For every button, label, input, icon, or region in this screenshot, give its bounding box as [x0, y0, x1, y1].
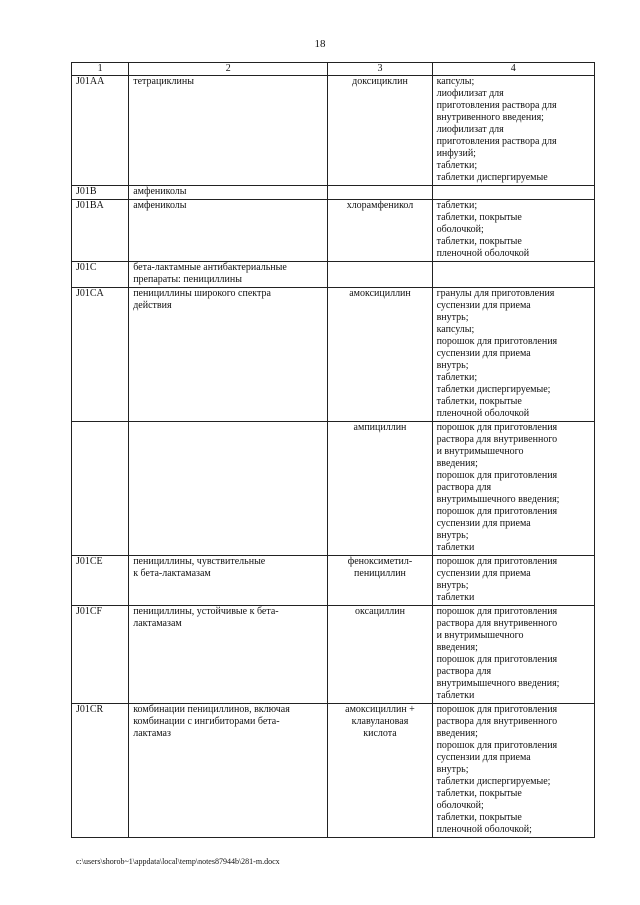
- drug-name-line: феноксиметил-: [347, 556, 413, 567]
- dosage-form-line: и внутримышечного: [436, 446, 524, 457]
- dosage-form-line: порошок для приготовления: [436, 740, 558, 751]
- group-name-line: лактамазам: [133, 618, 182, 629]
- group-name-cell: [129, 186, 328, 200]
- group-name-line: бета-лактамные антибактериальные: [133, 262, 287, 273]
- drug-table: [71, 62, 595, 838]
- drug-name-cell: [328, 556, 432, 606]
- dosage-form-line: раствора для внутривенного: [436, 618, 558, 629]
- atc-code-cell: J01C: [72, 262, 129, 288]
- footer-file-path: c:\users\shorob~1\appdata\local\temp\notes87944b\281-m.docx: [76, 857, 280, 866]
- table-row: [72, 76, 595, 186]
- dosage-form-line: порошок для приготовления: [436, 470, 558, 481]
- dosage-form-line: порошок для приготовления: [436, 422, 558, 433]
- drug-name-line: доксициклин: [352, 76, 408, 87]
- dosage-form-line: внутримышечного введения;: [436, 678, 560, 689]
- table-row: [72, 556, 595, 606]
- header-cell-2: 2: [129, 63, 328, 76]
- header-cell-3: 3: [328, 63, 432, 76]
- drug-name-line: клавулановая: [351, 716, 409, 727]
- dosage-form-line: внутрь;: [436, 312, 469, 323]
- dosage-form-line: порошок для приготовления: [436, 336, 558, 347]
- dosage-form-line: введения;: [436, 642, 478, 653]
- dosage-form-line: внутривенного введения;: [436, 112, 544, 123]
- dosage-form-line: пленочной оболочкой: [436, 248, 530, 259]
- dosage-form-line: введения;: [436, 728, 478, 739]
- header-cell-4: 4: [432, 63, 594, 76]
- dosage-form-line: таблетки, покрытые: [436, 788, 522, 799]
- dosage-forms-cell: [432, 422, 594, 556]
- group-name-line: пенициллины, чувствительные: [133, 556, 266, 567]
- dosage-form-line: таблетки;: [436, 160, 478, 171]
- dosage-form-line: суспензии для приема: [436, 518, 531, 529]
- dosage-form-line: оболочкой;: [436, 224, 484, 235]
- dosage-form-line: таблетки, покрытые: [436, 396, 522, 407]
- dosage-form-line: и внутримышечного: [436, 630, 524, 641]
- group-name-cell: [129, 606, 328, 704]
- drug-name-cell: [328, 422, 432, 556]
- group-name-cell: [129, 262, 328, 288]
- drug-name-cell: [328, 262, 432, 288]
- dosage-form-line: пленочной оболочкой: [436, 408, 530, 419]
- dosage-form-line: суспензии для приема: [436, 300, 531, 311]
- dosage-form-line: введения;: [436, 458, 478, 469]
- dosage-forms-cell: [432, 704, 594, 838]
- atc-code-cell: J01AA: [72, 76, 129, 186]
- dosage-form-line: лиофилизат для: [436, 88, 504, 99]
- group-name-line: препараты: пенициллины: [133, 274, 242, 285]
- drug-name-line: оксациллин: [354, 606, 405, 617]
- dosage-form-line: таблетки, покрытые: [436, 236, 522, 247]
- group-name-line: действия: [133, 300, 172, 311]
- table-row: [72, 262, 595, 288]
- drug-name-line: ампициллин: [353, 422, 407, 433]
- dosage-form-line: раствора для внутривенного: [436, 434, 558, 445]
- dosage-form-line: суспензии для приема: [436, 568, 531, 579]
- group-name-line: лактамаз: [133, 728, 171, 739]
- group-name-line: пенициллины широкого спектра: [133, 288, 271, 299]
- dosage-form-line: раствора для внутривенного: [436, 716, 558, 727]
- drug-name-cell: [328, 186, 432, 200]
- dosage-form-line: порошок для приготовления: [436, 654, 558, 665]
- table-row: [72, 422, 595, 556]
- atc-code-cell: J01CF: [72, 606, 129, 704]
- group-name-line: амфениколы: [133, 186, 187, 197]
- atc-code-cell: J01CA: [72, 288, 129, 422]
- dosage-forms-cell: [432, 200, 594, 262]
- dosage-form-line: инфузий;: [436, 148, 476, 159]
- dosage-form-line: таблетки диспергируемые;: [436, 776, 551, 787]
- dosage-form-line: таблетки: [436, 690, 475, 701]
- dosage-form-line: оболочкой;: [436, 800, 484, 811]
- dosage-form-line: внутрь;: [436, 580, 469, 591]
- dosage-forms-cell: [432, 288, 594, 422]
- dosage-form-line: таблетки;: [436, 200, 478, 211]
- page-number: 18: [314, 38, 326, 50]
- dosage-form-line: пленочной оболочкой;: [436, 824, 532, 835]
- table-row: [72, 288, 595, 422]
- dosage-form-line: таблетки диспергируемые;: [436, 384, 551, 395]
- table-row: [72, 704, 595, 838]
- atc-code-cell: J01CE: [72, 556, 129, 606]
- drug-name-line: хлорамфеникол: [346, 200, 414, 211]
- dosage-form-line: таблетки;: [436, 372, 478, 383]
- table-row: [72, 200, 595, 262]
- dosage-form-line: порошок для приготовления: [436, 556, 558, 567]
- dosage-form-line: внутрь;: [436, 530, 469, 541]
- atc-code-cell: J01BA: [72, 200, 129, 262]
- drug-name-line: амоксициллин +: [345, 704, 415, 715]
- dosage-form-line: таблетки, покрытые: [436, 212, 522, 223]
- table-header-row: [72, 63, 595, 76]
- dosage-form-line: капсулы;: [436, 76, 475, 87]
- atc-code-cell: J01CR: [72, 704, 129, 838]
- dosage-form-line: внутрь;: [436, 360, 469, 371]
- group-name-line: амфениколы: [133, 200, 187, 211]
- group-name-line: комбинации с ингибиторами бета-: [133, 716, 280, 727]
- dosage-form-line: приготовления раствора для: [436, 136, 557, 147]
- dosage-form-line: приготовления раствора для: [436, 100, 557, 111]
- group-name-line: к бета-лактамазам: [133, 568, 211, 579]
- dosage-form-line: раствора для: [436, 482, 492, 493]
- dosage-form-line: таблетки, покрытые: [436, 812, 522, 823]
- dosage-form-line: суспензии для приема: [436, 752, 531, 763]
- group-name-cell: [129, 556, 328, 606]
- drug-name-cell: [328, 606, 432, 704]
- dosage-form-line: порошок для приготовления: [436, 606, 558, 617]
- table-body: [72, 63, 595, 838]
- dosage-form-line: порошок для приготовления: [436, 704, 558, 715]
- group-name-cell: [129, 76, 328, 186]
- drug-name-cell: [328, 200, 432, 262]
- dosage-forms-cell: [432, 606, 594, 704]
- dosage-form-line: гранулы для приготовления: [436, 288, 555, 299]
- dosage-form-line: таблетки: [436, 592, 475, 603]
- group-name-line: пенициллины, устойчивые к бета-: [133, 606, 279, 617]
- dosage-form-line: капсулы;: [436, 324, 475, 335]
- dosage-forms-cell: [432, 556, 594, 606]
- drug-name-line: пенициллин: [354, 568, 406, 579]
- dosage-form-line: таблетки: [436, 542, 475, 553]
- dosage-forms-cell: [432, 186, 594, 200]
- dosage-forms-cell: [432, 262, 594, 288]
- drug-name-line: кислота: [363, 728, 397, 739]
- dosage-forms-cell: [432, 76, 594, 186]
- drug-name-cell: [328, 76, 432, 186]
- group-name-cell: [129, 704, 328, 838]
- dosage-form-line: раствора для: [436, 666, 492, 677]
- dosage-form-line: таблетки диспергируемые: [436, 172, 548, 183]
- drug-name-cell: [328, 288, 432, 422]
- table-row: [72, 606, 595, 704]
- atc-code-cell: J01B: [72, 186, 129, 200]
- drug-name-line: амоксициллин: [349, 288, 411, 299]
- dosage-form-line: лиофилизат для: [436, 124, 504, 135]
- atc-code-cell: [72, 422, 129, 556]
- group-name-cell: [129, 288, 328, 422]
- dosage-form-line: порошок для приготовления: [436, 506, 558, 517]
- dosage-form-line: внутримышечного введения;: [436, 494, 560, 505]
- drug-name-cell: [328, 704, 432, 838]
- group-name-line: комбинации пенициллинов, включая: [133, 704, 290, 715]
- header-cell-1: 1: [72, 63, 129, 76]
- group-name-line: тетрациклины: [133, 76, 194, 87]
- table-row: [72, 186, 595, 200]
- group-name-cell: [129, 200, 328, 262]
- group-name-cell: [129, 422, 328, 556]
- dosage-form-line: суспензии для приема: [436, 348, 531, 359]
- dosage-form-line: внутрь;: [436, 764, 469, 775]
